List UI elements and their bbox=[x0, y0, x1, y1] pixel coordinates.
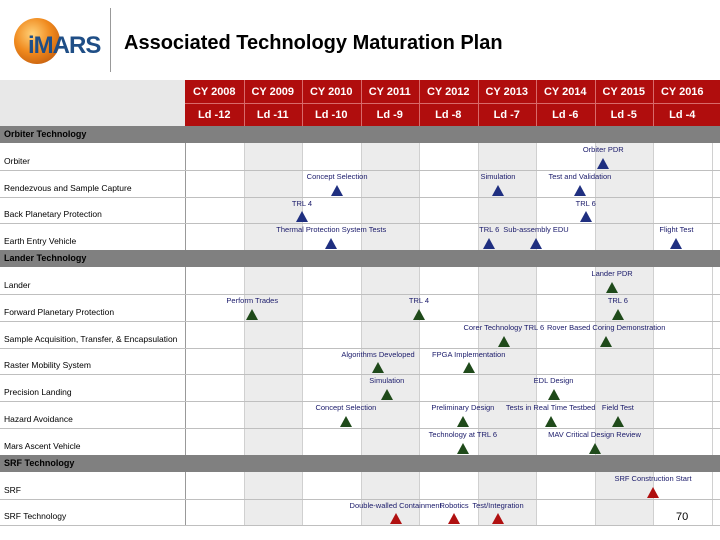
row-divider bbox=[0, 525, 720, 526]
row-label: Mars Ascent Vehicle bbox=[4, 440, 81, 451]
row-label: Rendezvous and Sample Capture bbox=[4, 182, 132, 193]
header-divider bbox=[110, 8, 111, 72]
header-column-separator bbox=[244, 80, 245, 126]
section-title: Lander Technology bbox=[4, 253, 87, 264]
year-header-row bbox=[185, 80, 720, 126]
milestone-triangle bbox=[413, 309, 425, 320]
year-header: CY 2014 bbox=[543, 86, 587, 98]
header-column-separator bbox=[419, 80, 420, 126]
section-header-bar bbox=[0, 455, 720, 472]
header-corner bbox=[0, 80, 185, 126]
launch-offset-header: Ld -6 bbox=[552, 109, 579, 121]
row-label: Earth Entry Vehicle bbox=[4, 236, 77, 247]
milestone-triangle bbox=[580, 211, 592, 222]
milestone-label: TRL 6 bbox=[575, 198, 596, 208]
year-header: CY 2016 bbox=[660, 86, 704, 98]
milestone-label: Sub-assembly EDU bbox=[503, 225, 569, 235]
milestone-triangle bbox=[457, 443, 469, 454]
milestone-triangle bbox=[498, 336, 510, 347]
milestone-triangle bbox=[390, 513, 402, 524]
header-column-separator bbox=[653, 80, 654, 126]
milestone-label: Double-walled Containment bbox=[349, 500, 442, 510]
launch-offset-header: Ld -7 bbox=[493, 109, 520, 121]
page-title: Associated Technology Maturation Plan bbox=[124, 32, 503, 54]
milestone-triangle bbox=[574, 185, 586, 196]
milestone-triangle bbox=[589, 443, 601, 454]
row-divider bbox=[0, 223, 720, 224]
header-column-separator bbox=[536, 80, 537, 126]
milestone-triangle bbox=[483, 238, 495, 249]
year-header: CY 2011 bbox=[368, 86, 411, 98]
roadmap-chart bbox=[0, 80, 720, 540]
milestone-label: TRL 4 bbox=[408, 296, 430, 305]
year-header: CY 2008 bbox=[192, 86, 236, 98]
header-divider-line bbox=[185, 103, 720, 104]
row-divider bbox=[0, 428, 720, 429]
milestone-triangle bbox=[325, 238, 337, 249]
row-divider bbox=[0, 401, 720, 402]
milestone-label: SRF Construction Start bbox=[614, 473, 692, 483]
milestone-triangle bbox=[463, 362, 475, 373]
milestone-label: Field Test bbox=[601, 403, 634, 413]
milestone-label: TRL 6 bbox=[479, 225, 500, 235]
row-label: Hazard Avoidance bbox=[4, 414, 73, 424]
row-divider bbox=[0, 348, 720, 349]
section-header-bar bbox=[0, 250, 720, 267]
milestone-label: Test and Validation bbox=[548, 171, 612, 181]
row-label: Orbiter bbox=[4, 155, 30, 166]
year-header: CY 2009 bbox=[251, 86, 295, 98]
milestone-triangle bbox=[530, 238, 542, 249]
section-header-bar bbox=[0, 126, 720, 143]
milestone-triangle bbox=[448, 513, 460, 524]
milestone-label: TRL 6 bbox=[607, 296, 628, 305]
page-number: 70 bbox=[676, 511, 689, 523]
milestone-label: MAV Critical Design Review bbox=[548, 430, 641, 439]
section-title: SRF Technology bbox=[4, 457, 75, 468]
section-title: Orbiter Technology bbox=[4, 129, 87, 139]
milestone-label: Orbiter PDR bbox=[582, 145, 624, 154]
row-divider bbox=[0, 294, 720, 295]
milestone-label: Concept Selection bbox=[306, 171, 368, 181]
milestone-triangle bbox=[612, 416, 624, 427]
launch-offset-header: Ld -5 bbox=[610, 109, 637, 121]
milestone-label: Tests in Real Time Testbed bbox=[505, 403, 596, 413]
launch-offset-header: Ld -11 bbox=[256, 109, 289, 121]
milestone-label: Corer Technology TRL 6 bbox=[463, 322, 545, 332]
header-column-separator bbox=[478, 80, 479, 126]
milestone-label: Robotics bbox=[439, 500, 469, 510]
milestone-triangle bbox=[647, 487, 659, 498]
launch-offset-header: Ld -10 bbox=[315, 109, 348, 121]
milestone-triangle bbox=[372, 362, 384, 373]
milestone-label: Test/Integration bbox=[472, 500, 524, 510]
header bbox=[0, 0, 720, 80]
milestone-triangle bbox=[548, 389, 560, 400]
milestone-triangle bbox=[381, 389, 393, 400]
row-label: Precision Landing bbox=[4, 387, 72, 398]
row-label: Forward Planetary Protection bbox=[4, 306, 115, 317]
imars-logo bbox=[12, 12, 101, 70]
milestone-triangle bbox=[612, 309, 624, 320]
row-label: SRF Technology bbox=[4, 511, 67, 522]
milestone-label: Simulation bbox=[369, 376, 405, 386]
row-divider bbox=[0, 170, 720, 171]
milestone-label: Lander PDR bbox=[591, 269, 633, 279]
milestone-triangle bbox=[246, 309, 258, 320]
row-label: Back Planetary Protection bbox=[4, 209, 102, 220]
milestone-label: Thermal Protection System Tests bbox=[276, 225, 387, 235]
milestone-label: EDL Design bbox=[533, 376, 574, 386]
row-label: Sample Acquisition, Transfer, & Encapsulation bbox=[4, 333, 178, 344]
header-column-separator bbox=[302, 80, 303, 126]
year-header: CY 2010 bbox=[309, 86, 353, 98]
row-divider bbox=[0, 374, 720, 375]
header-column-separator bbox=[595, 80, 596, 126]
milestone-label: FPGA Implementation bbox=[432, 349, 506, 359]
milestone-triangle bbox=[492, 185, 504, 196]
milestone-label: Flight Test bbox=[659, 225, 694, 235]
row-divider bbox=[0, 197, 720, 198]
row-label: SRF bbox=[4, 484, 21, 495]
year-header: CY 2012 bbox=[426, 86, 470, 98]
milestone-label: TRL 4 bbox=[291, 198, 313, 208]
milestone-label: Algorithms Developed bbox=[341, 349, 415, 359]
milestone-triangle bbox=[600, 336, 612, 347]
milestone-triangle bbox=[457, 416, 469, 427]
milestone-triangle bbox=[597, 158, 609, 169]
launch-offset-header: Ld -4 bbox=[669, 109, 696, 121]
row-label: Raster Mobility System bbox=[4, 360, 91, 371]
milestone-triangle bbox=[606, 282, 618, 293]
milestone-label: Rover Based Coring Demonstration bbox=[546, 322, 666, 332]
header-column-separator bbox=[361, 80, 362, 126]
milestone-label: Technology at TRL 6 bbox=[428, 430, 498, 439]
milestone-label: Perform Trades bbox=[226, 296, 279, 305]
row-divider bbox=[0, 499, 720, 500]
milestone-label: Simulation bbox=[480, 171, 516, 181]
milestone-triangle bbox=[296, 211, 308, 222]
year-header: CY 2015 bbox=[602, 86, 646, 98]
milestone-triangle bbox=[492, 513, 504, 524]
launch-offset-header: Ld -12 bbox=[198, 109, 231, 121]
milestone-triangle bbox=[670, 238, 682, 249]
logo-text: iMARS bbox=[28, 32, 101, 59]
milestone-triangle bbox=[545, 416, 557, 427]
milestone-label: Preliminary Design bbox=[431, 403, 495, 413]
row-divider bbox=[0, 321, 720, 322]
milestone-label: Concept Selection bbox=[315, 403, 377, 413]
row-label: Lander bbox=[4, 280, 31, 290]
launch-offset-header: Ld -8 bbox=[435, 109, 462, 121]
milestone-triangle bbox=[340, 416, 352, 427]
year-header: CY 2013 bbox=[485, 86, 529, 98]
milestone-triangle bbox=[331, 185, 343, 196]
launch-offset-header: Ld -9 bbox=[376, 109, 403, 121]
